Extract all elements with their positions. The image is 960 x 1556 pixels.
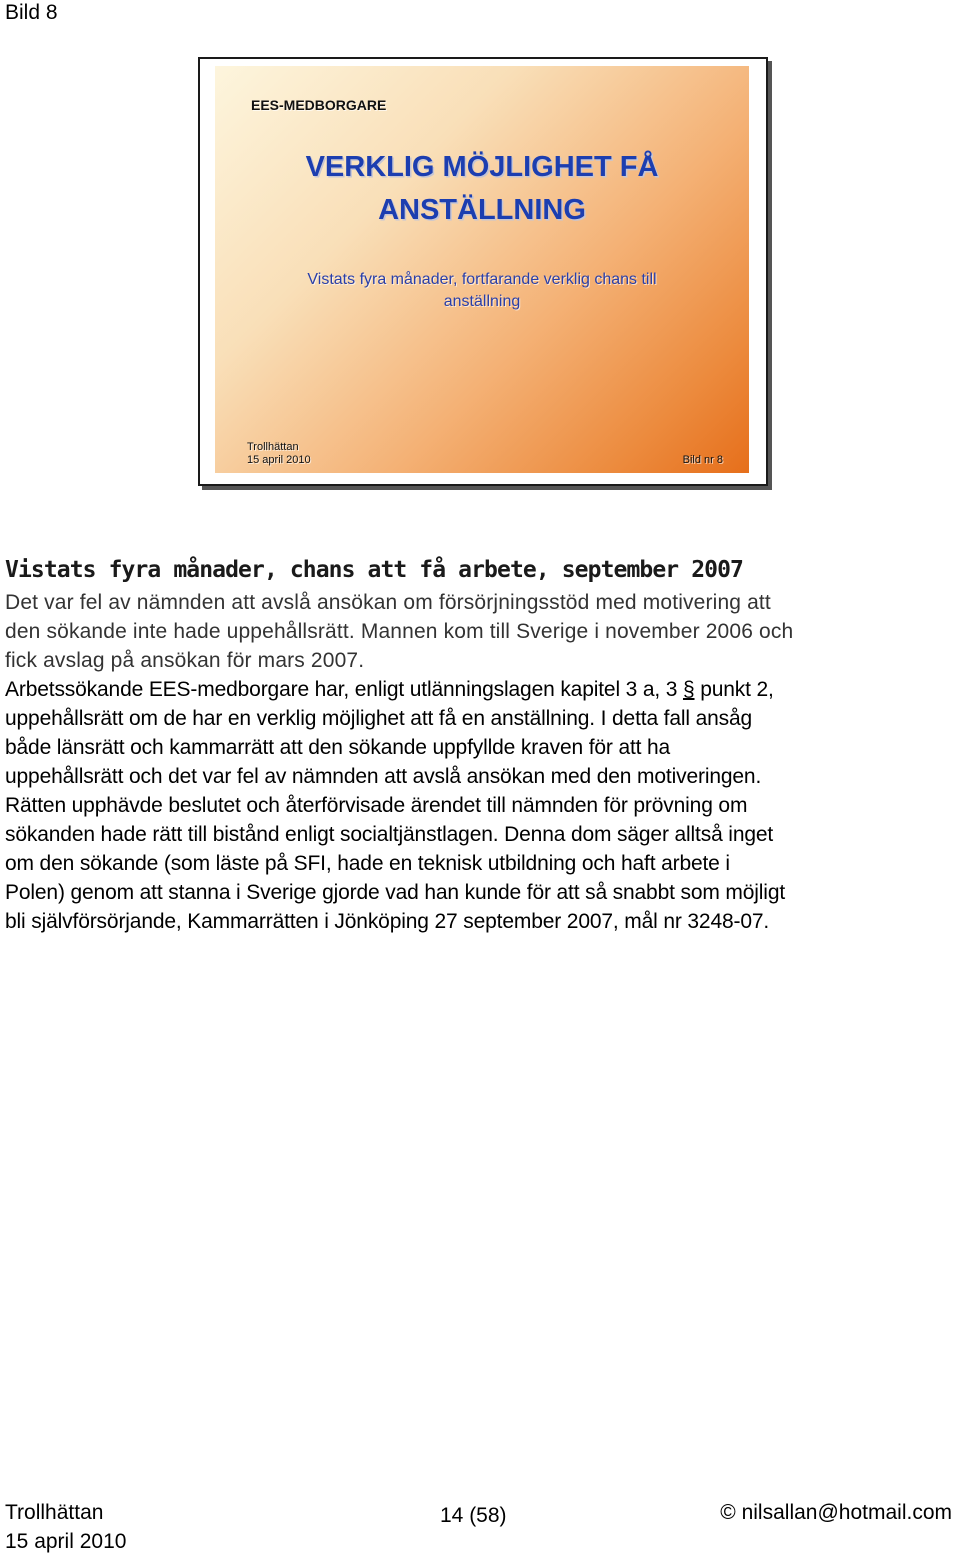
page-number: 14 (58) — [440, 1504, 507, 1527]
body-line: Det var fel av nämnden att avslå ansökan om försörjningsstöd med motivering att — [5, 591, 771, 614]
body-line-part: punkt 2, — [700, 678, 774, 701]
body-line: om den sökande (som läste på SFI, hade en teknisk utbildning och haft arbete i — [5, 852, 730, 875]
section-heading: Vistats fyra månader, chans att få arbete, september 2007 — [5, 557, 743, 583]
slide-footer-left — [247, 441, 311, 467]
page-label: Bild 8 — [5, 1, 58, 24]
footer-date: 15 april 2010 — [5, 1530, 127, 1553]
body-line: fick avslag på ansökan för mars 2007. — [5, 649, 365, 672]
slide-thumbnail — [198, 57, 768, 486]
slide-title: VERKLIG MÖJLIGHET FÅ ANSTÄLLNING — [305, 151, 659, 226]
slide-number: Bild nr 8 — [682, 454, 723, 466]
body-line: den sökande inte hade uppehållsrätt. Mannen kom till Sverige i november 2006 och — [5, 620, 794, 643]
footer-left — [5, 1498, 126, 1556]
body-line: både länsrätt och kammarrätt att den sökande uppfyllde kraven för att ha — [5, 736, 671, 759]
page-footer — [0, 1498, 960, 1555]
body-text — [5, 588, 958, 936]
body-line: Rätten upphävde beslutet och återförvisade ärendet till nämnden för prövning om — [5, 794, 748, 817]
body-paragraph — [5, 588, 958, 936]
body-line: sökanden hade rätt till bistånd enligt socialtjänstlagen. Denna dom säger alltså inget — [5, 823, 774, 846]
slide-footer-date: 15 april 2010 — [247, 454, 311, 466]
footer-contact: © nilsallan@hotmail.com — [720, 1501, 952, 1524]
slide-background — [215, 66, 749, 473]
body-line-with-section — [5, 675, 958, 704]
body-line: bli självförsörjande, Kammarrätten i Jönköping 27 september 2007, mål nr 3248-07. — [5, 910, 770, 933]
body-line: uppehållsrätt och det var fel av nämnden att avslå ansökan med den motiveringen. — [5, 765, 762, 788]
slide-footer-place: Trollhättan — [247, 441, 299, 453]
body-line: Polen) genom att stanna i Sverige gjorde vad han kunde för att så snabbt som möjligt — [5, 881, 786, 904]
section-sign: § — [682, 678, 695, 701]
footer-place: Trollhättan — [5, 1501, 104, 1524]
slide-kicker: EES-MEDBORGARE — [251, 97, 387, 113]
body-line-part: Arbetssökande EES-medborgare har, enligt utlänningslagen kapitel 3 a, 3 — [5, 678, 678, 701]
body-line: uppehållsrätt om de har en verklig möjlighet att få en anställning. I detta fall ansåg — [5, 707, 753, 730]
slide-subtitle: Vistats fyra månader, fortfarande verklig chans till anställning — [307, 271, 657, 310]
